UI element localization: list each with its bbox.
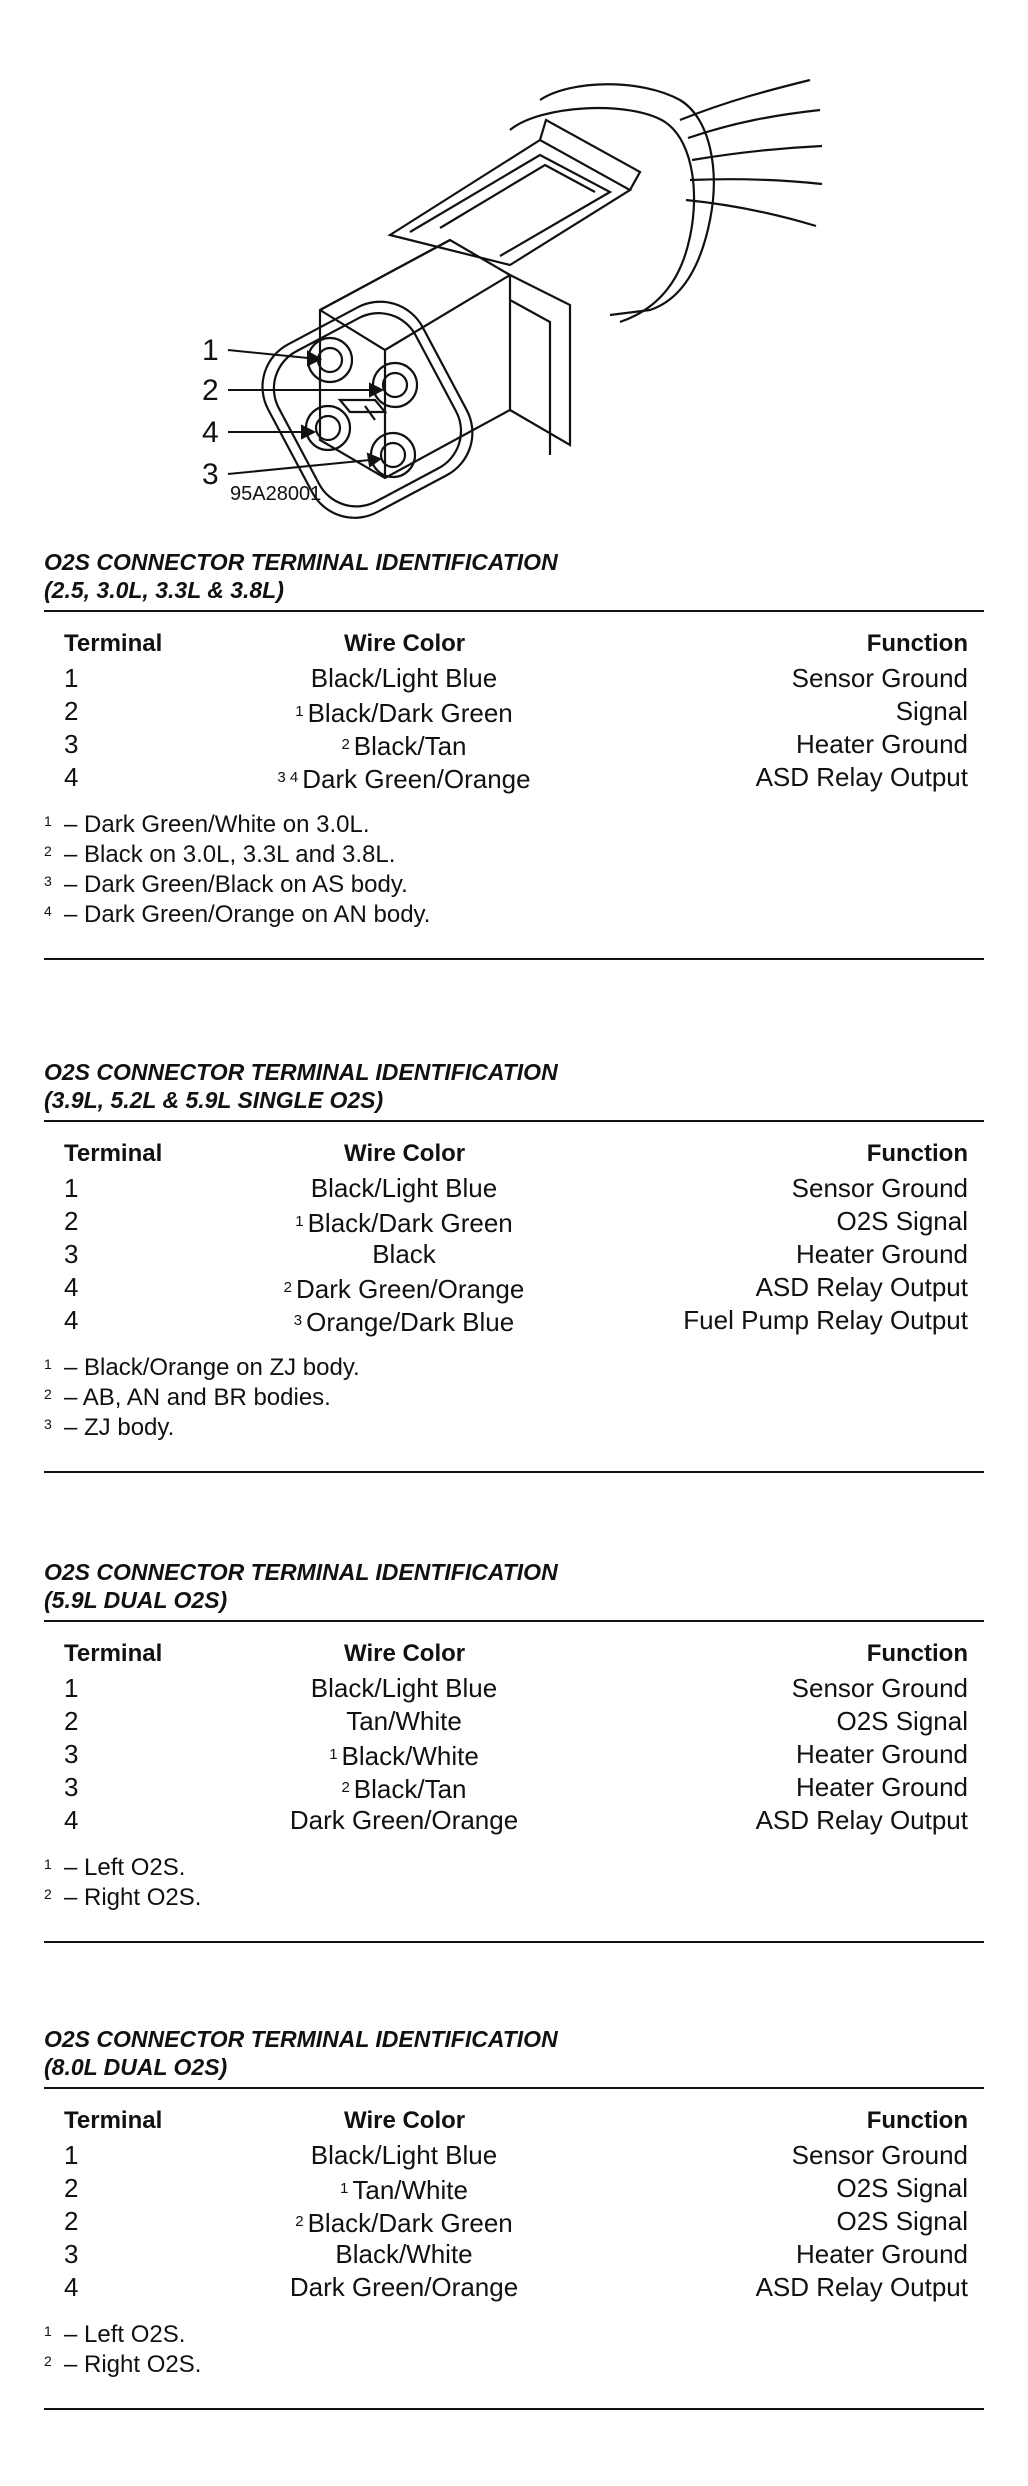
section-subtitle: (5.9L DUAL O2S) <box>44 1587 228 1613</box>
wire-color <box>144 2271 664 2304</box>
table-header <box>44 1634 984 1672</box>
header-terminal: Terminal <box>64 1640 163 1667</box>
table-row <box>44 1804 984 1837</box>
footnote-mark: 2 <box>44 1386 52 1402</box>
header-wire-color: Wire Color <box>344 1640 466 1667</box>
footnote-text: – Dark Green/White on 3.0L. <box>64 811 370 838</box>
terminal-number: 4 <box>64 762 79 792</box>
header-function: Function <box>866 630 968 657</box>
footnote <box>44 1853 984 1883</box>
table-row <box>44 2238 984 2271</box>
function: O2S Signal <box>836 2206 968 2236</box>
section-2 <box>44 1058 984 1473</box>
terminal-number: 2 <box>64 696 79 726</box>
o2s-connector-drawing <box>202 60 830 505</box>
terminal-number: 1 <box>64 663 79 693</box>
footnote-mark: 1 <box>295 1213 304 1230</box>
table-row <box>44 1238 984 1271</box>
wire-color <box>144 1672 664 1705</box>
table-row <box>44 1672 984 1705</box>
terminal-number: 3 <box>64 1772 79 1802</box>
table-row <box>44 662 984 695</box>
table-header <box>44 2101 984 2139</box>
terminal-number: 2 <box>64 1206 79 1236</box>
wire-color <box>144 1738 664 1773</box>
function: Heater Ground <box>796 1772 968 1802</box>
terminal-number: 3 <box>64 1239 79 1269</box>
footnote-mark: 3 4 <box>277 769 299 786</box>
wire-color-text: Black/Light Blue <box>310 2140 498 2170</box>
footnote-mark: 3 <box>293 1312 303 1329</box>
terminal-number: 1 <box>64 2140 79 2170</box>
table-row <box>44 2172 984 2205</box>
section-subtitle: (8.0L DUAL O2S) <box>44 2054 228 2080</box>
callout-3: 3 <box>202 458 219 491</box>
divider <box>44 1120 984 1122</box>
divider <box>44 1620 984 1622</box>
footnote-mark: 1 <box>44 1356 52 1372</box>
wire-color <box>144 2205 664 2240</box>
function: Heater Ground <box>796 2239 968 2269</box>
footnote-mark: 2 <box>341 1779 350 1796</box>
terminal-number: 4 <box>64 1805 79 1835</box>
footnote-mark: 2 <box>44 1886 52 1902</box>
table-row <box>44 1304 984 1337</box>
footnote-mark: 2 <box>341 736 350 753</box>
wire-color-text: Dark Green/Orange <box>302 764 531 794</box>
table-row <box>44 1271 984 1304</box>
wire-color <box>144 695 664 730</box>
footnote <box>44 1413 984 1443</box>
wire-color-text: Black/Dark Green <box>307 698 513 728</box>
table-row <box>44 761 984 794</box>
wire-color <box>144 1304 664 1339</box>
table-row <box>44 695 984 728</box>
footnote-mark: 1 <box>44 1856 52 1872</box>
footnotes <box>44 810 984 930</box>
footnote-text: – Left O2S. <box>64 2321 186 2348</box>
wire-color-text: Black/Light Blue <box>310 1673 498 1703</box>
wire-color-text: Tan/White <box>346 1706 462 1736</box>
footnote-text: – Right O2S. <box>64 1884 202 1911</box>
footnote-mark: 2 <box>44 843 52 859</box>
wire-color <box>144 2238 664 2271</box>
footnote <box>44 2320 984 2350</box>
function: Heater Ground <box>796 1239 968 1269</box>
function: Fuel Pump Relay Output <box>683 1305 968 1335</box>
function: Sensor Ground <box>791 1673 968 1703</box>
function: ASD Relay Output <box>755 2272 968 2302</box>
divider <box>44 2087 984 2089</box>
header-terminal: Terminal <box>64 630 163 657</box>
terminal-number: 3 <box>64 2239 79 2269</box>
footnote <box>44 2350 984 2380</box>
footnote-mark: 1 <box>329 1746 338 1763</box>
wire-color-text: Black/Dark Green <box>307 1208 513 1238</box>
terminal-number: 1 <box>64 1673 79 1703</box>
function: Heater Ground <box>796 729 968 759</box>
table-row <box>44 1172 984 1205</box>
footnotes <box>44 1853 984 1913</box>
footnote <box>44 810 984 840</box>
header-wire-color: Wire Color <box>344 2107 466 2134</box>
wire-color <box>144 1238 664 1271</box>
footnote-text: – Black on 3.0L, 3.3L and 3.8L. <box>64 841 396 868</box>
wire-color-text: Black <box>372 1239 436 1269</box>
table-row <box>44 1205 984 1238</box>
table-row <box>44 728 984 761</box>
wire-color-text: Black/Tan <box>353 731 467 761</box>
section-3 <box>44 1558 984 1943</box>
function: O2S Signal <box>836 1206 968 1236</box>
wire-color-text: Black/Tan <box>353 1774 467 1804</box>
wire-color <box>144 761 664 796</box>
wire-color-text: Black/White <box>341 1741 479 1771</box>
function: Sensor Ground <box>791 1173 968 1203</box>
wire-color <box>144 1771 664 1806</box>
footnote <box>44 1883 984 1913</box>
wire-color-text: Black/Dark Green <box>307 2208 513 2238</box>
footnote-text: – Right O2S. <box>64 2351 202 2378</box>
wire-color-text: Tan/White <box>352 2175 468 2205</box>
footnote <box>44 840 984 870</box>
section-subtitle: (3.9L, 5.2L & 5.9L SINGLE O2S) <box>44 1087 384 1113</box>
table-row <box>44 2271 984 2304</box>
table-body <box>44 1672 984 1837</box>
terminal-number: 2 <box>64 2206 79 2236</box>
footnote-mark: 2 <box>44 2353 52 2369</box>
wire-color-text: Orange/Dark Blue <box>306 1307 515 1337</box>
function: ASD Relay Output <box>755 1272 968 1302</box>
footnote-mark: 3 <box>44 873 52 889</box>
footnote-text: – AB, AN and BR bodies. <box>64 1384 331 1411</box>
wire-color-text: Black/Light Blue <box>310 1173 498 1203</box>
footnote-mark: 1 <box>295 703 304 720</box>
footnotes <box>44 1353 984 1443</box>
table-row <box>44 2205 984 2238</box>
section-4 <box>44 2025 984 2410</box>
wire-color <box>144 1804 664 1837</box>
wire-color <box>144 662 664 695</box>
header-terminal: Terminal <box>64 1140 163 1167</box>
table-row <box>44 1771 984 1804</box>
wire-color <box>144 1205 664 1240</box>
footnote-text: – Dark Green/Orange on AN body. <box>64 901 431 928</box>
header-function: Function <box>866 1140 968 1167</box>
function: O2S Signal <box>836 1706 968 1736</box>
footnote-mark: 1 <box>44 813 52 829</box>
terminal-number: 2 <box>64 2173 79 2203</box>
callout-2: 2 <box>202 374 219 407</box>
divider <box>44 958 984 960</box>
footnote-text: – Black/Orange on ZJ body. <box>64 1354 360 1381</box>
header-wire-color: Wire Color <box>344 1140 466 1167</box>
footnote-text: – Dark Green/Black on AS body. <box>64 871 408 898</box>
divider <box>44 1471 984 1473</box>
function: Heater Ground <box>796 1739 968 1769</box>
footnote-mark: 1 <box>340 2180 349 2197</box>
wire-color-text: Dark Green/Orange <box>289 1805 519 1835</box>
header-terminal: Terminal <box>64 2107 163 2134</box>
function: Sensor Ground <box>791 2140 968 2170</box>
wire-color-text: Dark Green/Orange <box>296 1274 525 1304</box>
section-title: O2S CONNECTOR TERMINAL IDENTIFICATION <box>44 549 558 575</box>
wire-color <box>144 1172 664 1205</box>
terminal-number: 2 <box>64 1706 79 1736</box>
section-title: O2S CONNECTOR TERMINAL IDENTIFICATION <box>44 1559 558 1585</box>
table-body <box>44 2139 984 2304</box>
table-body <box>44 1172 984 1337</box>
footnote-text: – ZJ body. <box>64 1414 175 1441</box>
wire-color <box>144 1705 664 1738</box>
function: ASD Relay Output <box>755 762 968 792</box>
table-header <box>44 1134 984 1172</box>
section-subtitle: (2.5, 3.0L, 3.3L & 3.8L) <box>44 577 284 603</box>
terminal-number: 1 <box>64 1173 79 1203</box>
wire-color <box>144 2139 664 2172</box>
footnote-mark: 2 <box>295 2213 304 2230</box>
wire-color <box>144 1271 664 1306</box>
header-wire-color: Wire Color <box>344 630 466 657</box>
divider <box>44 2408 984 2410</box>
figure-code: 95A28001 <box>230 483 322 505</box>
header-function: Function <box>866 1640 968 1667</box>
wire-color-text: Black/Light Blue <box>310 663 498 693</box>
divider <box>44 610 984 612</box>
table-header <box>44 624 984 662</box>
terminal-number: 3 <box>64 729 79 759</box>
table-row <box>44 1705 984 1738</box>
wire-color-text: Dark Green/Orange <box>289 2272 519 2302</box>
callout-4: 4 <box>202 416 219 449</box>
terminal-number: 4 <box>64 1305 79 1335</box>
header-function: Function <box>866 2107 968 2134</box>
footnote-mark: 4 <box>44 903 52 919</box>
footnote-mark: 1 <box>44 2323 52 2339</box>
footnote <box>44 870 984 900</box>
table-row <box>44 1738 984 1771</box>
function: O2S Signal <box>836 2173 968 2203</box>
footnote <box>44 900 984 930</box>
footnote <box>44 1383 984 1413</box>
footnotes <box>44 2320 984 2380</box>
function: Signal <box>895 696 968 726</box>
terminal-number: 4 <box>64 1272 79 1302</box>
divider <box>44 1941 984 1943</box>
footnote-mark: 3 <box>44 1416 52 1432</box>
wire-color <box>144 728 664 763</box>
wire-color <box>144 2172 664 2207</box>
footnote-mark: 2 <box>283 1279 292 1296</box>
terminal-number: 4 <box>64 2272 79 2302</box>
section-title: O2S CONNECTOR TERMINAL IDENTIFICATION <box>44 1059 558 1085</box>
footnote-text: – Left O2S. <box>64 1854 186 1881</box>
terminal-number: 3 <box>64 1739 79 1769</box>
function: Sensor Ground <box>791 663 968 693</box>
table-body <box>44 662 984 794</box>
section-title: O2S CONNECTOR TERMINAL IDENTIFICATION <box>44 2026 558 2052</box>
function: ASD Relay Output <box>755 1805 968 1835</box>
table-row <box>44 2139 984 2172</box>
connector-illustration <box>202 60 830 505</box>
wire-color-text: Black/White <box>335 2239 473 2269</box>
callout-1: 1 <box>202 334 219 367</box>
footnote <box>44 1353 984 1383</box>
section-1 <box>44 548 984 960</box>
